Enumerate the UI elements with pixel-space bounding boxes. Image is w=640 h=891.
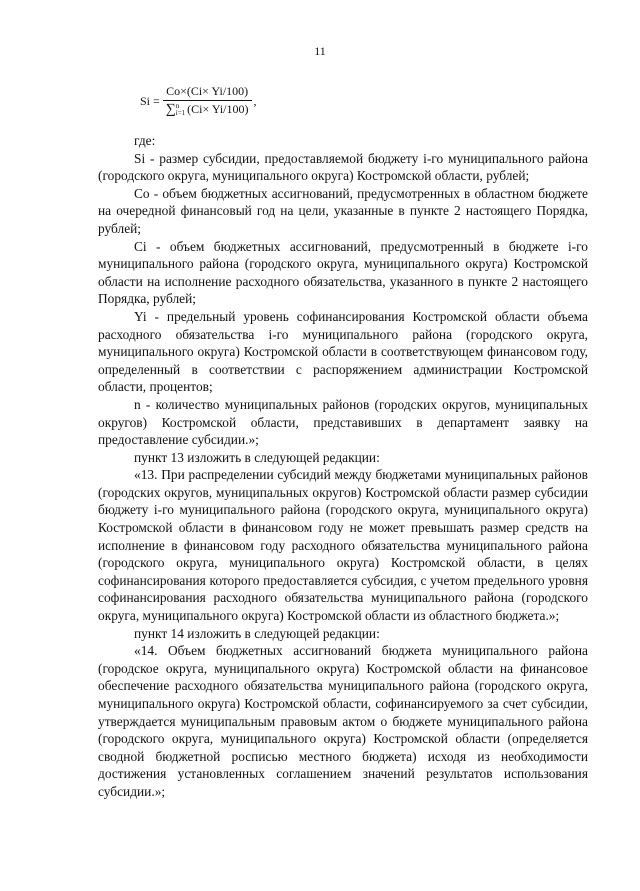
paragraph-ci: Ci - объем бюджетных ассигнований, предусмотренный в бюджете i-го муниципального района (городского округа, муниципального округа) Костромской области на исполнение расходного обязательства, указанного в пункте 2 настоящего Порядка, рублей; xyxy=(98,238,588,307)
paragraph-co: Со - объем бюджетных ассигнований, предусмотренных в областном бюджете на очередной финансовый год на цели, указанные в пункте 2 настоящего Порядка, рублей; xyxy=(98,185,588,236)
paragraph-item14-intro: пункт 14 изложить в следующей редакции: xyxy=(134,625,380,641)
formula-numerator: Co×(Ci× Yi/100) xyxy=(166,84,249,98)
paragraph-n: n - количество муниципальных районов (городских округов, муниципальных округов) Костромской области, представивших в департамент заявку на предоставление субсидии.»; xyxy=(98,396,588,448)
sum-upper-limit: n xyxy=(175,102,180,111)
formula-fraction xyxy=(163,84,252,118)
document-body xyxy=(98,132,588,801)
denominator-expression: (Ci× Yi/100) xyxy=(187,102,249,116)
paragraph-yi: Yi - предельный уровень софинансирования Костромской области объема расходного обязательства i-го муниципального района (городского округа, муниципального округа) Костромской области в соответствующем финансовом году, определенный в соответствии с распоряжением администрации Костромской области, процентов; xyxy=(98,308,588,395)
subsidy-formula xyxy=(140,84,257,118)
paragraph-si: Si - размер субсидии, предоставляемой бюджету i-го муниципального района (городского округа, муниципального округа) Костромской области, рублей; xyxy=(98,150,588,184)
paragraph-item13-intro: пункт 13 изложить в следующей редакции: xyxy=(134,449,380,465)
formula-denominator xyxy=(163,100,252,118)
formula-lhs: Si = xyxy=(140,93,160,108)
page-number: 11 xyxy=(314,44,326,58)
paragraph-item14: «14. Объем бюджетных ассигнований бюджета муниципального района (городское округа, муниципального округа) Костромской области на финансовое обеспечение расходного обязательства муниципального района (городского округа, муниципального округа) Костромской области, софинансируемого за счет субсидии, утверждается муниципальным правовым актом о бюджете муниципального района (городского округа, муниципального округа) Костромской области (определяется сводной бюджетной росписью местного бюджета) исходя из необходимости достижения установленных соглашением значений результатов использования субсидии.»; xyxy=(98,643,588,799)
sum-symbol: ∑ xyxy=(165,102,176,117)
sum-lower-limit: i=1 xyxy=(175,109,186,118)
sum-limits xyxy=(176,103,185,117)
formula-trailing: , xyxy=(253,93,257,108)
paragraph-where: где: xyxy=(134,133,156,148)
paragraph-item13: «13. При распределении субсидий между бюджетами муниципальных районов (городских округов, муниципальных округов) Костромской области размер субсидии бюджету i-го муниципального района (городского округа, муниципального округа) Костромской области в финансовом году не может превышать размер средств на исполнение в финансовом году расходного обязательства муниципального района (городского округа, муниципального округа) Костромской области, в целях софинансирования которого предоставляется субсидия, с учетом предельного уровня софинансирования расходного обязательства муниципального района (городского округа, муниципального округа) Костромской области из областного бюджета.»; xyxy=(98,467,588,624)
